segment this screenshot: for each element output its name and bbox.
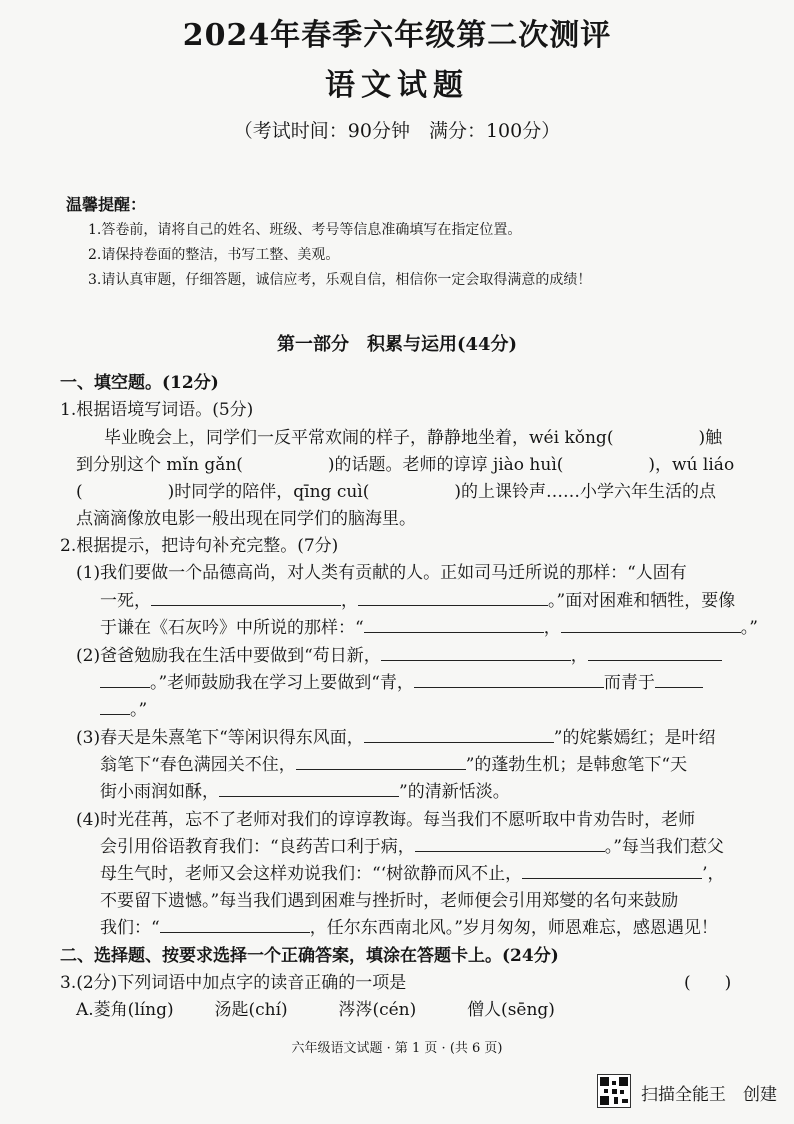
answer-blank[interactable]	[160, 917, 310, 933]
option-word: 涔涔(cén)	[338, 1000, 417, 1020]
question-text: ，	[570, 646, 588, 666]
question-text: 我们：“	[100, 918, 160, 938]
question-text: ，任尔东西南北风。”岁月匆匆，师恩难忘，感恩遇见！	[309, 918, 718, 938]
option-word: 汤匙(chí)	[214, 1000, 288, 1020]
answer-blank[interactable]	[655, 672, 703, 688]
exam-info: （考试时间：90分钟 满分：100分）	[233, 120, 561, 142]
tip-item: 2.请保持卷面的整洁，书写工整、美观。	[88, 247, 340, 263]
answer-line	[100, 917, 718, 939]
tips-heading: 温馨提醒：	[66, 195, 147, 214]
question-text: 。”	[130, 700, 148, 720]
question-text: 毕业晚会上，同学们一反平常欢闹的样子，静静地坐着，wéi kǒng( )触	[104, 428, 723, 448]
question-text: 。”老师鼓励我在学习上要做到“青，	[150, 673, 414, 693]
question-prompt: 1.根据语境写词语。(5分)	[60, 400, 254, 420]
question-text: ”的姹紫嫣红；是叶绍	[553, 728, 716, 748]
answer-blank[interactable]	[358, 590, 548, 606]
question-text: 街小雨润如酥，	[100, 782, 219, 802]
option-word: 僧人(sēng)	[467, 1000, 555, 1020]
question-text: (4)时光荏苒，忘不了老师对我们的谆谆教诲。每当我们不愿听取中肯劝告时，老师	[76, 810, 696, 830]
answer-blank[interactable]	[100, 672, 150, 688]
answer-blank[interactable]	[364, 727, 554, 743]
qr-code-icon	[597, 1074, 631, 1108]
answer-blank[interactable]	[414, 672, 604, 688]
scanner-watermark: 扫描全能王 创建	[641, 1085, 777, 1105]
answer-blank[interactable]	[219, 781, 399, 797]
question-text: 而青于	[603, 673, 655, 693]
tip-item: 3.请认真审题，仔细答题，诚信应考，乐观自信，相信你一定会取得满意的成绩！	[88, 272, 592, 288]
question-text: ’，	[702, 864, 725, 884]
answer-blank[interactable]	[588, 645, 722, 661]
question-text: 点滴滴像放电影一般出现在同学们的脑海里。	[76, 509, 416, 529]
question-text: ”的蓬勃生机；是韩愈笔下“天	[465, 755, 688, 775]
answer-line	[100, 836, 724, 858]
question-text: 于谦在《石灰吟》中所说的那样：“	[100, 618, 364, 638]
answer-blank[interactable]	[100, 699, 130, 715]
answer-line	[100, 863, 725, 885]
answer-blank[interactable]	[364, 617, 544, 633]
answer-line	[76, 727, 715, 749]
answer-line	[100, 672, 703, 694]
question-text: ，	[543, 618, 561, 638]
answer-blank[interactable]	[561, 617, 741, 633]
exam-subtitle: 语文试题	[325, 68, 469, 103]
answer-line	[100, 754, 687, 776]
answer-blank[interactable]	[296, 754, 466, 770]
option-word: A.菱角(líng)	[76, 1000, 174, 1020]
question-text: 。”每当我们惹父	[604, 837, 724, 857]
question-text: 母生气时，老师又会这样劝说我们：“‘树欲静而风不止，	[100, 864, 523, 884]
question-text: 到分别这个 mǐn gǎn( )的话题。老师的谆谆 jiào huì( )，wú liáo	[76, 455, 735, 475]
exam-title: 2024年春季六年级第二次测评	[182, 18, 612, 53]
answer-blank[interactable]	[415, 836, 605, 852]
answer-line	[100, 781, 510, 803]
tip-item: 1.答卷前，请将自己的姓名、班级、考号等信息准确填写在指定位置。	[88, 222, 522, 238]
question-text: 一死，	[100, 591, 151, 611]
question-text: ，	[341, 591, 358, 611]
section-heading: 一、填空题。(12分)	[60, 373, 219, 393]
answer-line	[76, 645, 722, 667]
question-text: 会引用俗语教育我们：“良药苦口利于病，	[100, 837, 415, 857]
question-prompt: 3.(2分)下列词语中加点字的读音正确的一项是	[60, 973, 407, 993]
question-prompt: 2.根据提示，把诗句补充完整。(7分)	[60, 536, 339, 556]
question-text: (2)爸爸勉励我在生活中要做到“苟日新，	[76, 646, 381, 666]
question-text: ”的清新恬淡。	[399, 782, 510, 802]
answer-blank[interactable]	[522, 863, 702, 879]
question-text: (3)春天是朱熹笔下“等闲识得东风面，	[76, 728, 364, 748]
question-text: (1)我们要做一个品德高尚，对人类有贡献的人。正如司马迁所说的那样：“人固有	[76, 563, 687, 583]
section-heading: 二、选择题、按要求选择一个正确答案，填涂在答题卡上。(24分)	[60, 946, 559, 966]
answer-bracket[interactable]: ( )	[684, 973, 732, 993]
question-text: 。”面对困难和牺牲，要像	[548, 591, 736, 611]
question-text: 不要留下遗憾。”每当我们遇到困难与挫折时，老师便会引用郑燮的名句来鼓励	[100, 891, 679, 911]
answer-blank[interactable]	[151, 590, 341, 606]
part-heading: 第一部分 积累与运用(44分)	[276, 334, 518, 355]
question-text: 翁笔下“春色满园关不住，	[100, 755, 296, 775]
answer-line	[100, 590, 735, 612]
answer-line	[100, 617, 758, 639]
question-text: 。”	[740, 618, 758, 638]
option-a[interactable]	[76, 999, 555, 1021]
page-footer: 六年级语文试题 · 第 1 页 · (共 6 页)	[291, 1041, 503, 1056]
question-text: ( )时同学的陪伴，qīng cuì( )的上课铃声……小学六年生活的点	[76, 482, 716, 502]
answer-blank[interactable]	[381, 645, 571, 661]
answer-line	[100, 699, 147, 721]
